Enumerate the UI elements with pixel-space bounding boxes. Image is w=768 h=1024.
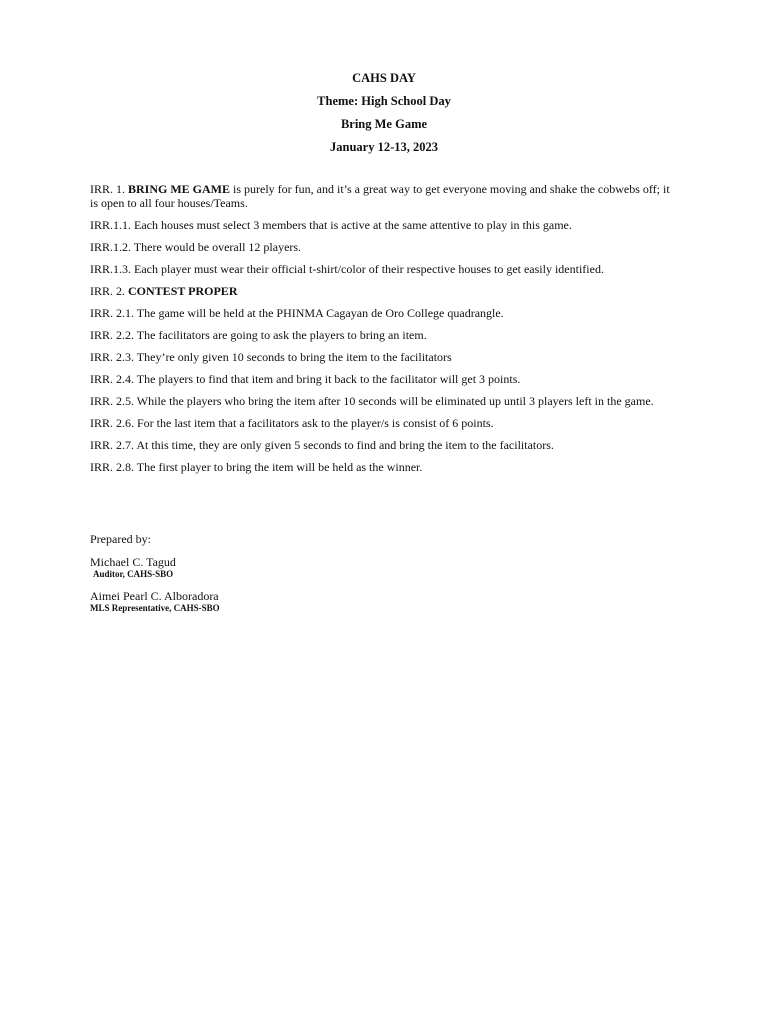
event-date: January 12-13, 2023 [330,140,438,154]
signatory-name-1: Michael C. Tagud [90,555,176,569]
rule-2-4: IRR. 2.4. The players to find that item and bring it back to the facilitator will get 3 points. [90,372,521,386]
signatory-role-1: Auditor, CAHS-SBO [93,569,174,579]
rule-1-prefix: IRR. 1. [90,182,129,196]
rule-2-1: IRR. 2.1. The game will be held at the PHINMA Cagayan de Oro College quadrangle. [90,306,504,320]
rules-section [90,182,680,482]
rule-2-prefix: IRR. 2. [90,284,129,298]
rule-2 [90,284,680,298]
rule-2-3: IRR. 2.3. They’re only given 10 seconds to bring the item to the facilitators [90,350,452,364]
rule-1-bold: BRING ME GAME [128,182,231,196]
rule-2-5: IRR. 2.5. While the players who bring the item after 10 seconds will be eliminated up until 3 players left in the game. [90,394,654,408]
rule-1-1: IRR.1.1. Each houses must select 3 members that is active at the same attentive to play in this game. [90,218,572,232]
rule-1-3: IRR.1.3. Each player must wear their official t-shirt/color of their respective houses to get easily identified. [90,262,604,276]
game-title: Bring Me Game [340,117,428,131]
rule-2-bold: CONTEST PROPER [128,284,238,298]
rule-1-text: is purely for fun, and it’s a great way to get everyone moving and shake the cobwebs off; it is open to all four houses/Teams. [90,182,670,210]
signatory-name-2: Aimei Pearl C. Alboradora [90,589,219,603]
rule-1-2: IRR.1.2. There would be overall 12 players. [90,240,302,254]
rule-1 [90,182,680,210]
event-theme: Theme: High School Day [317,94,451,108]
document-header [0,70,768,162]
prepared-by-label: Prepared by: [90,532,151,546]
rule-2-2: IRR. 2.2. The facilitators are going to ask the players to bring an item. [90,328,427,342]
signatory-role-2: MLS Representative, CAHS-SBO [90,603,220,613]
rule-2-8: IRR. 2.8. The first player to bring the item will be held as the winner. [90,460,423,474]
rule-2-6: IRR. 2.6. For the last item that a facilitators ask to the player/s is consist of 6 points. [90,416,494,430]
event-title: CAHS DAY [352,71,416,85]
signature-block [90,532,490,614]
rule-2-7: IRR. 2.7. At this time, they are only given 5 seconds to find and bring the item to the facilitators. [90,438,554,452]
